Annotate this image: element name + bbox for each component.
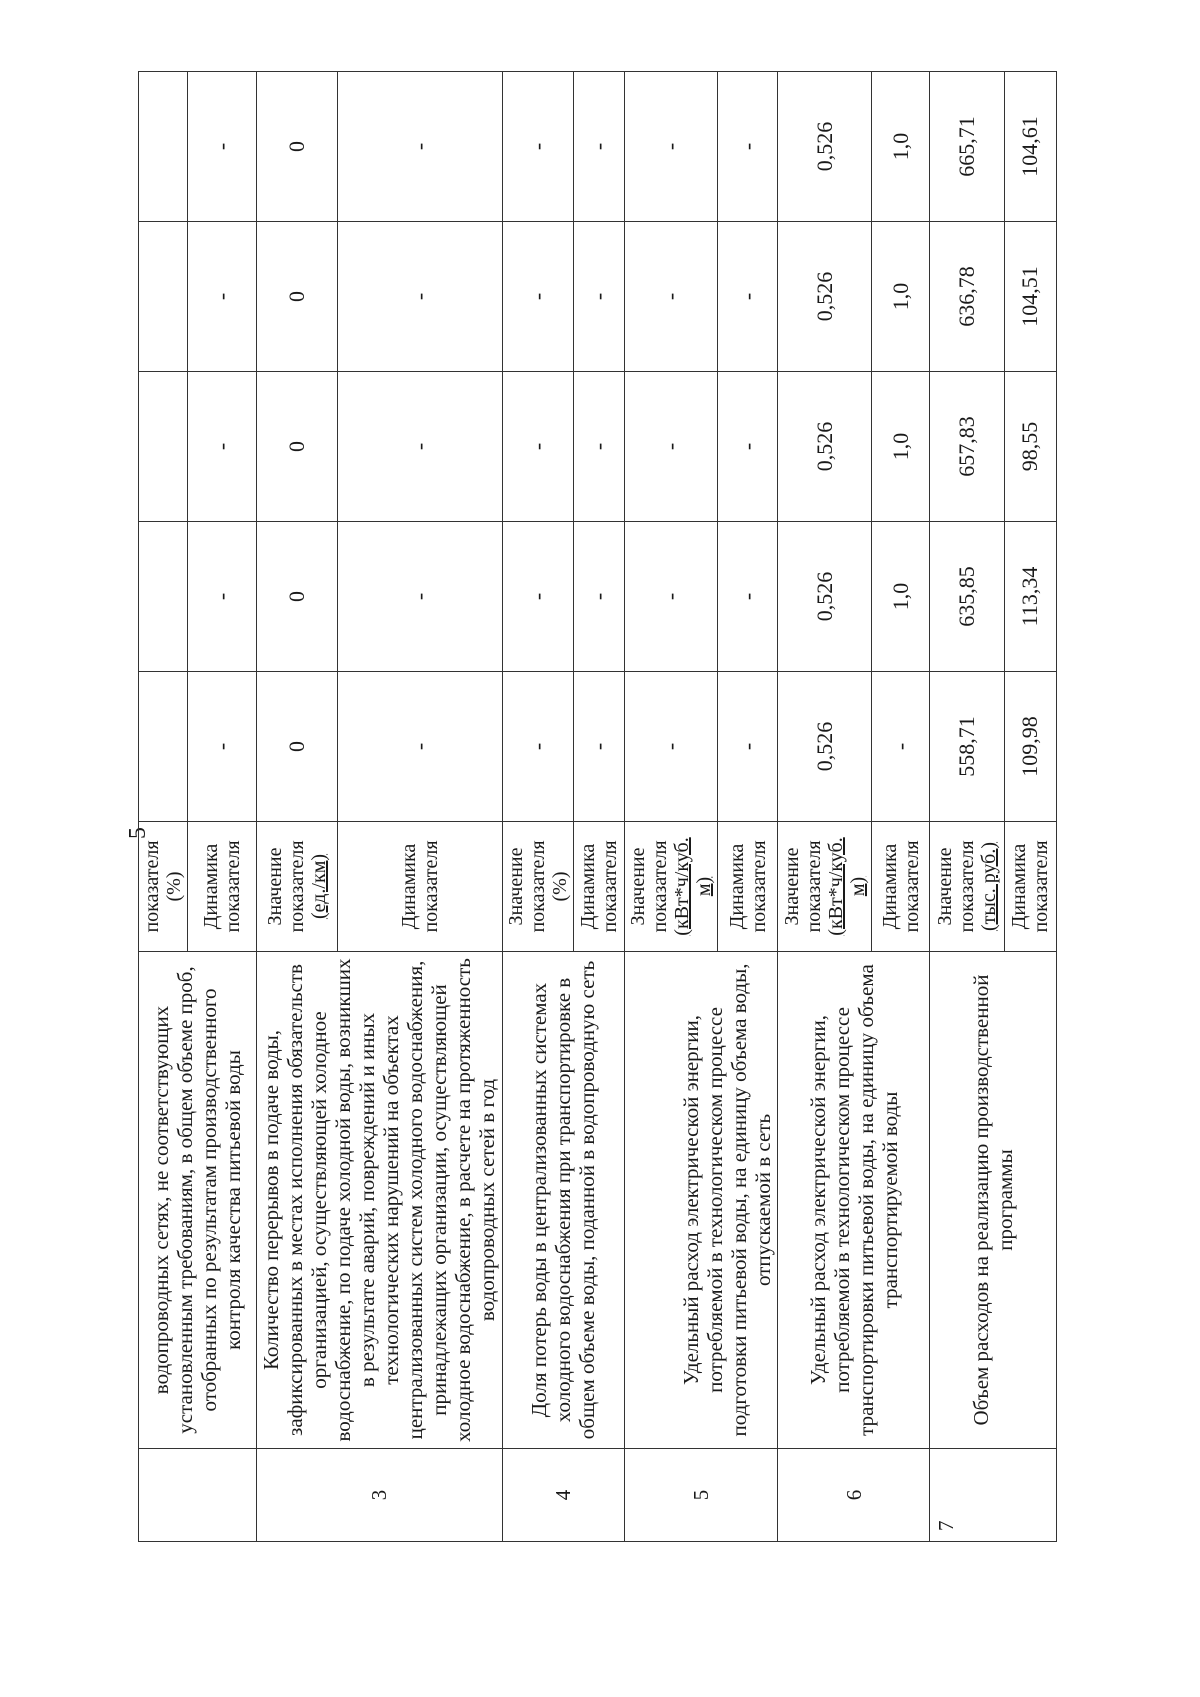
- dynamic-cell: 113,34: [1004, 522, 1056, 672]
- value-cell: 0: [256, 222, 337, 372]
- indicator-dynamic-label: Динамика показателя: [337, 822, 502, 952]
- value-cell: -: [624, 672, 718, 822]
- label-unit: (кВт*ч/куб. м): [824, 837, 869, 936]
- value-cell: [139, 672, 188, 822]
- indicator-value-label: [778, 822, 872, 952]
- indicator-value-label: [624, 822, 718, 952]
- value-cell: [139, 72, 188, 222]
- value-cell: 635,85: [930, 522, 1004, 672]
- dynamic-cell: -: [574, 372, 624, 522]
- value-cell: 0,526: [778, 672, 872, 822]
- dynamic-cell: 104,61: [1004, 72, 1056, 222]
- label-unit: (ед./км): [307, 853, 330, 920]
- indicator-dynamic-label: Динамика показателя: [1004, 822, 1056, 952]
- indicator-description: Удельный расход электрической энергии, потребляемой в технологическом процессе транспортировки питьевой воды, на единицу объема транспортируемой воды: [778, 952, 930, 1449]
- dynamic-cell: -: [718, 222, 778, 372]
- value-cell: -: [624, 72, 718, 222]
- value-cell: [139, 222, 188, 372]
- dynamic-cell: -: [188, 672, 256, 822]
- value-cell: -: [502, 372, 573, 522]
- row-number: [139, 1449, 257, 1542]
- dynamic-cell: -: [574, 72, 624, 222]
- dynamic-cell: -: [574, 672, 624, 822]
- indicator-value-label: [256, 822, 337, 952]
- dynamic-cell: -: [188, 72, 256, 222]
- label-text: Значение показателя: [933, 840, 978, 933]
- dynamic-cell: -: [337, 372, 502, 522]
- row-number: 3: [256, 1449, 502, 1542]
- dynamic-cell: -: [337, 672, 502, 822]
- dynamic-cell: -: [337, 72, 502, 222]
- table-row: [624, 72, 718, 1542]
- label-text: Значение показателя: [263, 840, 308, 933]
- indicator-dynamic-label: Динамика показателя: [718, 822, 778, 952]
- value-cell: 0: [256, 672, 337, 822]
- indicator-description: Доля потерь воды в централизованных системах холодного водоснабжения при транспортировке в общем объеме воды, поданной в водопроводную сеть: [502, 952, 624, 1449]
- indicators-table: [138, 71, 1057, 1542]
- dynamic-cell: -: [718, 372, 778, 522]
- dynamic-cell: 98,55: [1004, 372, 1056, 522]
- indicator-value-label: Значение показателя (%): [502, 822, 573, 952]
- indicator-dynamic-label: Динамика показателя: [574, 822, 624, 952]
- value-cell: 0: [256, 372, 337, 522]
- indicator-description: водопроводных сетях, не соответствующих установленным требованиям, в общем объеме проб, отобранных по результатам производственного контроля качества питьевой воды: [139, 952, 257, 1449]
- dynamic-cell: 104,51: [1004, 222, 1056, 372]
- value-cell: -: [502, 72, 573, 222]
- value-cell: 665,71: [930, 72, 1004, 222]
- value-cell: 0,526: [778, 222, 872, 372]
- value-cell: -: [502, 672, 573, 822]
- dynamic-cell: -: [188, 222, 256, 372]
- dynamic-cell: 1,0: [871, 372, 929, 522]
- value-cell: [139, 522, 188, 672]
- table-row: [930, 72, 1004, 1542]
- indicator-value-label: [930, 822, 1004, 952]
- dynamic-cell: 1,0: [871, 72, 929, 222]
- indicator-value-label: показателя (%): [139, 822, 188, 952]
- dynamic-cell: -: [718, 72, 778, 222]
- value-cell: 636,78: [930, 222, 1004, 372]
- value-cell: -: [624, 522, 718, 672]
- indicator-description: Удельный расход электрической энергии, потребляемой в технологическом процессе подготовки питьевой воды, на единицу объема воды, отпускаемой в сеть: [624, 952, 778, 1449]
- dynamic-cell: -: [718, 522, 778, 672]
- label-unit: (кВт*ч/куб. м): [670, 837, 715, 936]
- indicator-description: Объем расходов на реализацию производственной программы: [930, 952, 1057, 1449]
- indicator-dynamic-label: Динамика показателя: [188, 822, 256, 952]
- table-row: [778, 72, 872, 1542]
- value-cell: -: [502, 222, 573, 372]
- row-number: 5: [624, 1449, 778, 1542]
- label-unit: (тыс. руб.): [977, 841, 1000, 932]
- value-cell: -: [624, 222, 718, 372]
- row-number: 7: [930, 1449, 1057, 1542]
- dynamic-cell: -: [188, 372, 256, 522]
- row-number: 6: [778, 1449, 930, 1542]
- indicator-description: Количество перерывов в подаче воды, зафиксированных в местах исполнения обязательств организацией, осуществляющей холодное водоснабжение, по подаче холодной воды, возникших в результате аварий, повреждений и иных технологических нарушений на объектах централизованных систем холодного водоснабжения, принадлежащих организации, осуществляющей холодное водоснабжение, в расчете на протяженность водопроводных сетей в год: [256, 952, 502, 1449]
- row-number: 4: [502, 1449, 624, 1542]
- value-cell: -: [624, 372, 718, 522]
- dynamic-cell: 1,0: [871, 522, 929, 672]
- dynamic-cell: -: [337, 522, 502, 672]
- value-cell: 558,71: [930, 672, 1004, 822]
- value-cell: [139, 372, 188, 522]
- dynamic-cell: -: [574, 522, 624, 672]
- dynamic-cell: -: [188, 522, 256, 672]
- label-text: Значение показателя: [626, 840, 671, 933]
- value-cell: 657,83: [930, 372, 1004, 522]
- dynamic-cell: -: [337, 222, 502, 372]
- value-cell: 0,526: [778, 372, 872, 522]
- indicator-dynamic-label: Динамика показателя: [871, 822, 929, 952]
- dynamic-cell: 109,98: [1004, 672, 1056, 822]
- table-row: [256, 72, 337, 1542]
- dynamic-cell: -: [574, 222, 624, 372]
- value-cell: 0: [256, 72, 337, 222]
- value-cell: -: [502, 522, 573, 672]
- value-cell: 0,526: [778, 72, 872, 222]
- page-number: 5: [125, 827, 151, 839]
- dynamic-cell: -: [718, 672, 778, 822]
- rotated-table-container: [138, 72, 1057, 1542]
- label-text: Значение показателя: [780, 840, 825, 933]
- table-row: [139, 72, 188, 1542]
- dynamic-cell: 1,0: [871, 222, 929, 372]
- value-cell: 0,526: [778, 522, 872, 672]
- dynamic-cell: -: [871, 672, 929, 822]
- value-cell: 0: [256, 522, 337, 672]
- table-row: [502, 72, 573, 1542]
